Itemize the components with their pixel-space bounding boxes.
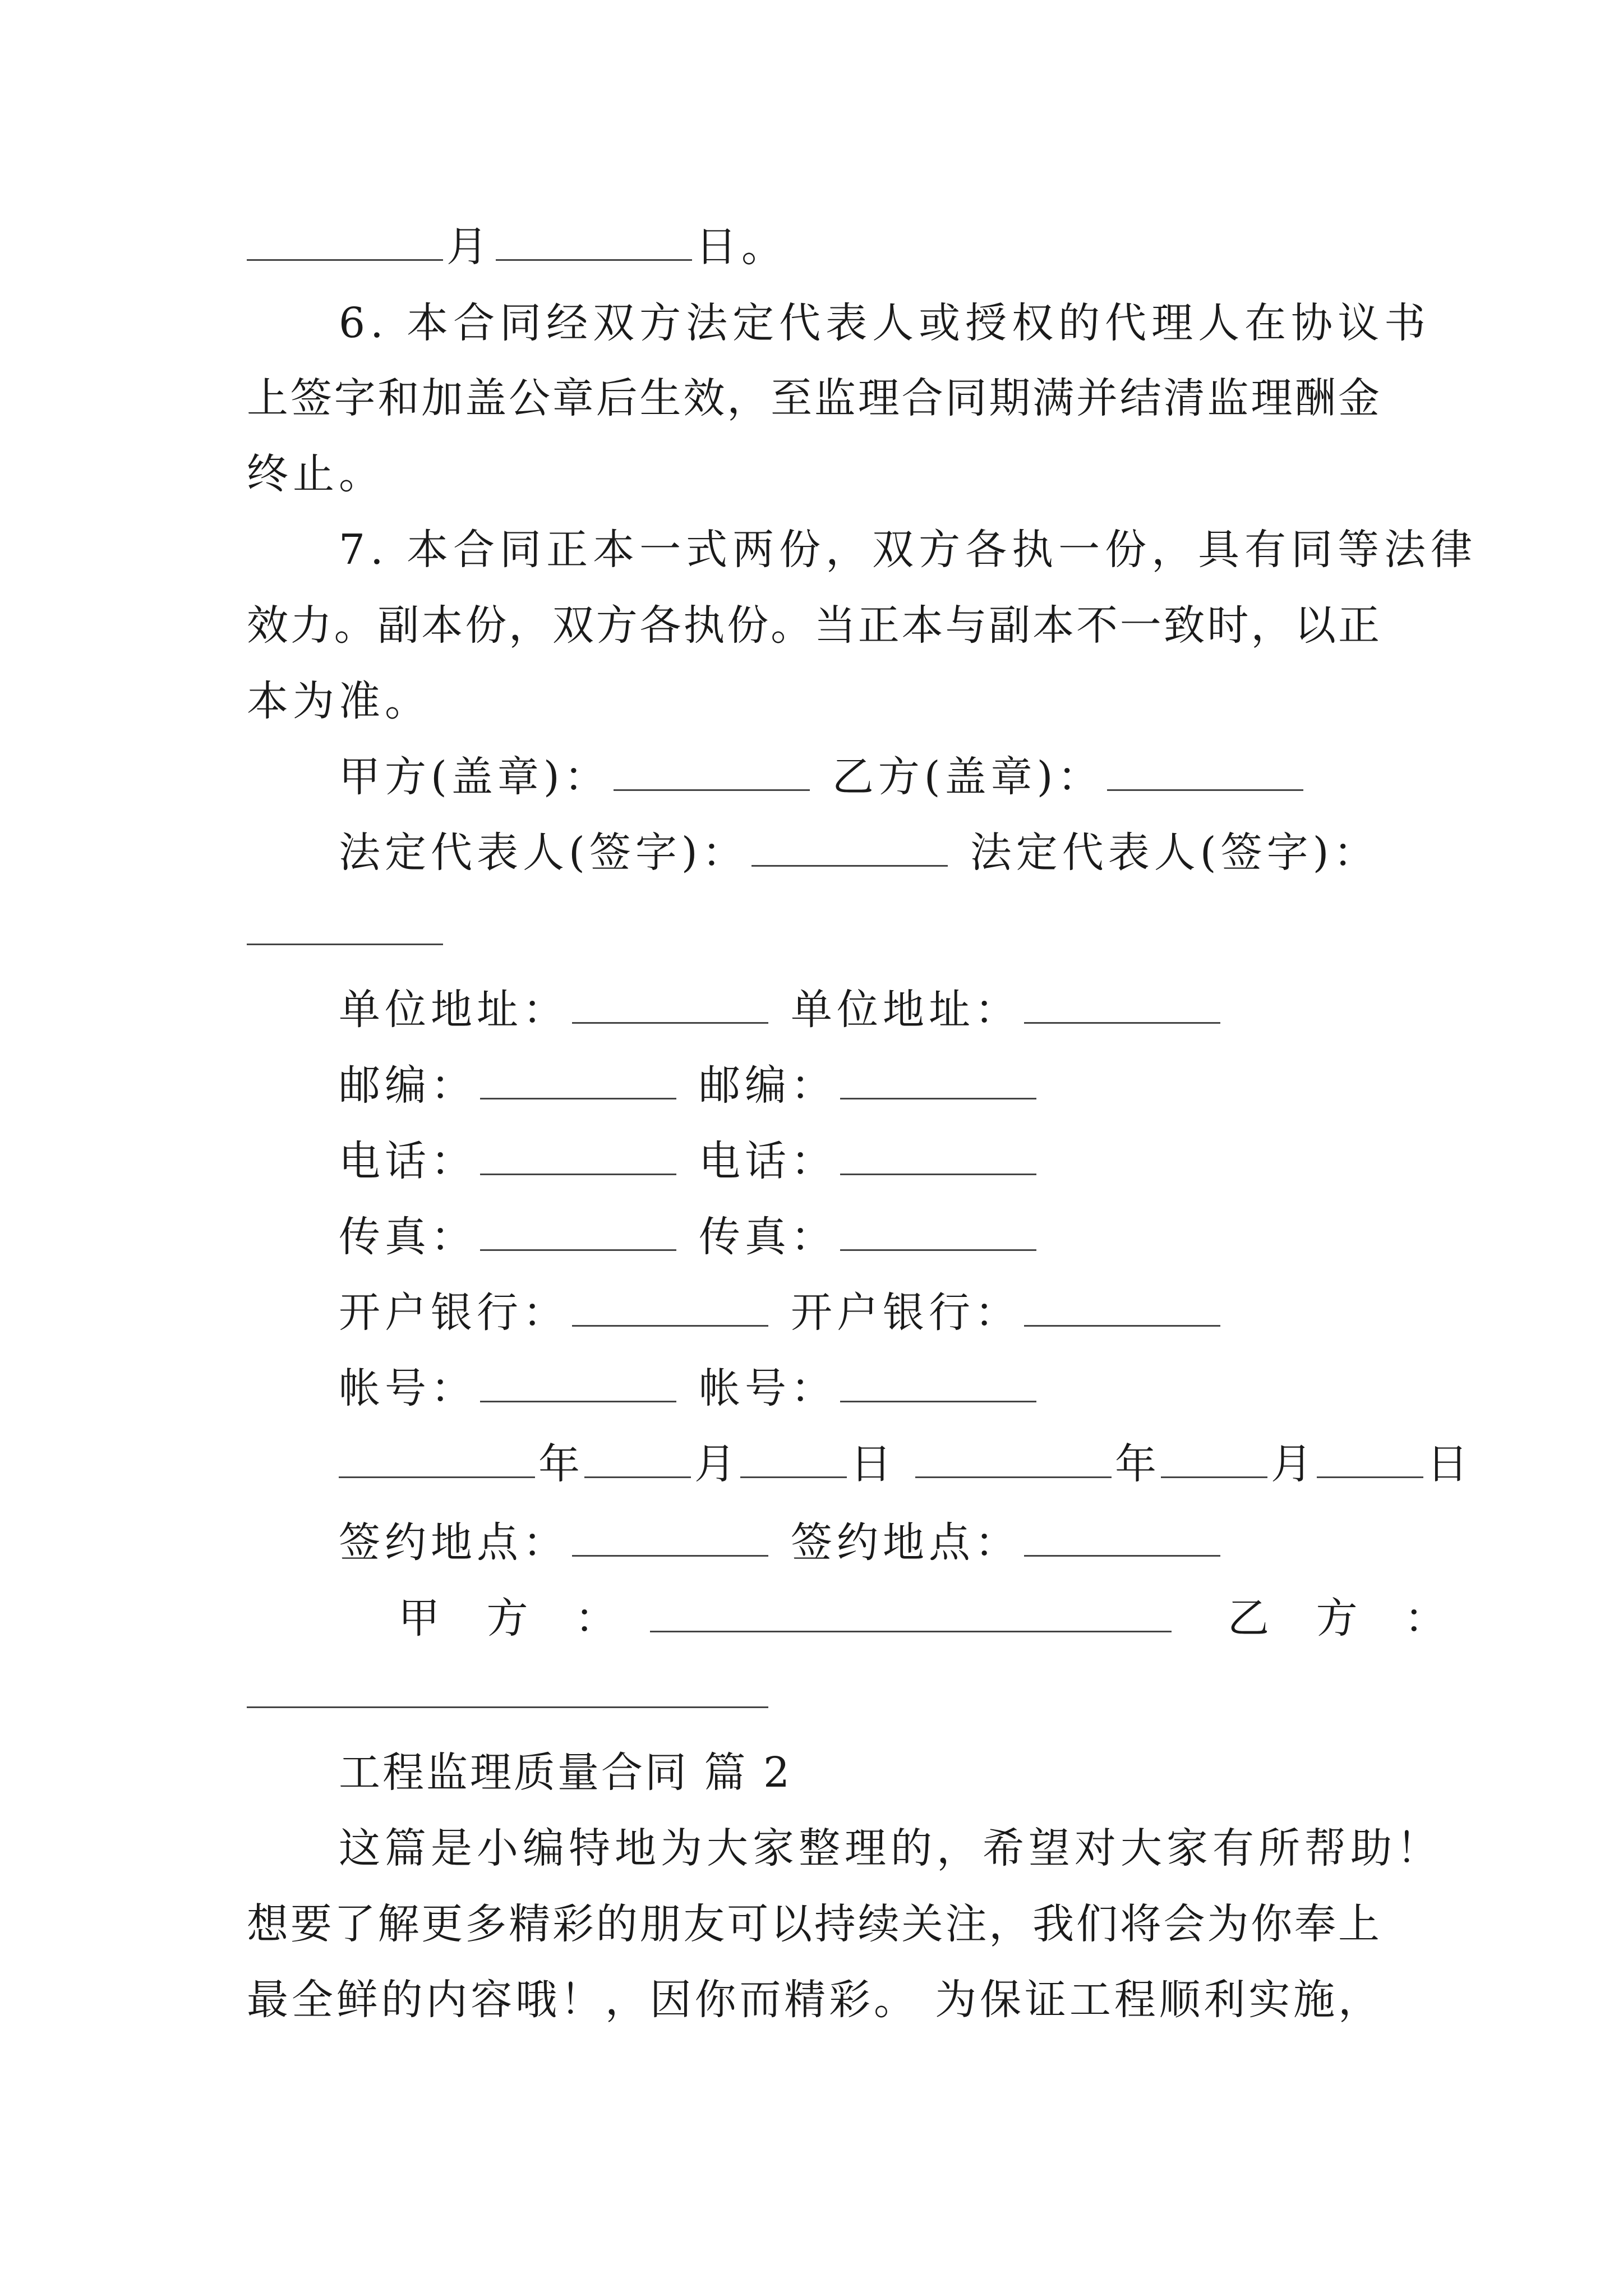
signing-date-line (339, 1436, 1469, 1492)
party-a-month-blank (584, 1442, 691, 1478)
clause-6-line-3: 终止。 (247, 450, 385, 498)
legal-rep-line (339, 825, 1380, 881)
party-b-month-label: 月 (1271, 1440, 1313, 1488)
party-a-postcode-label: 邮编： (339, 1061, 477, 1110)
blank-field (496, 224, 692, 261)
section-2-line-3: 最全鲜的内容哦！，因你而精彩。 为保证工程顺利实施， (247, 1976, 1380, 2024)
party-a-month-label: 月 (694, 1440, 737, 1488)
party-a-day-label: 日 (850, 1440, 893, 1488)
address-line (339, 982, 1224, 1038)
party-a-legal-rep-blank (751, 830, 948, 867)
party-b-fax-label: 传真： (699, 1213, 837, 1261)
party-b-seal-blank (1107, 754, 1303, 791)
party-a-address-label: 单位地址： (339, 986, 569, 1034)
parties-continuation (247, 1666, 772, 1722)
signing-place-line (339, 1515, 1224, 1571)
party-b-account-label: 帐号： (699, 1364, 837, 1412)
party-b-bank-label: 开户银行： (791, 1289, 1021, 1337)
party-a-phone-label: 电话： (339, 1137, 477, 1185)
clause-7-line-1: 7. 本合同正本一式两份，双方各执一份，具有同等法律 (339, 526, 1478, 574)
party-a-seal-blank (614, 754, 810, 791)
party-b-blank (247, 1672, 768, 1708)
party-a-label: 甲 方 ： (398, 1594, 634, 1642)
party-a-postcode-blank (480, 1063, 676, 1099)
party-b-bank-blank (1024, 1290, 1220, 1327)
party-b-year-label: 年 (1115, 1440, 1158, 1488)
party-a-year-blank (339, 1442, 535, 1478)
account-line (339, 1360, 1040, 1416)
party-b-address-label: 单位地址： (791, 986, 1021, 1034)
party-b-month-blank (1161, 1442, 1267, 1478)
day-label: 日。 (695, 223, 787, 271)
postcode-line (339, 1057, 1040, 1114)
bank-line (339, 1285, 1224, 1341)
party-b-legal-rep-blank (247, 909, 443, 945)
party-a-blank (650, 1596, 1172, 1632)
party-a-year-label: 年 (538, 1440, 581, 1488)
party-b-legal-rep-label: 法定代表人(签字)： (970, 829, 1380, 877)
party-b-account-blank (840, 1366, 1036, 1402)
party-a-fax-label: 传真： (339, 1213, 477, 1261)
party-b-day-label: 日 (1427, 1440, 1469, 1488)
fax-line (339, 1209, 1040, 1265)
party-b-postcode-label: 邮编： (699, 1061, 837, 1110)
party-a-phone-blank (480, 1139, 676, 1175)
party-b-year-blank (915, 1442, 1112, 1478)
blank-field (247, 224, 443, 261)
party-b-label: 乙 方 ： (1228, 1594, 1463, 1642)
party-b-day-blank (1317, 1442, 1423, 1478)
party-b-phone-label: 电话： (699, 1137, 837, 1185)
party-b-address-blank (1024, 987, 1220, 1024)
clause-7-line-3: 本为准。 (247, 677, 431, 725)
party-b-place-blank (1024, 1520, 1220, 1557)
party-b-seal-label: 乙方(盖章)： (832, 753, 1104, 801)
phone-line (339, 1133, 1040, 1189)
party-a-place-blank (572, 1520, 768, 1557)
party-a-place-label: 签约地点： (339, 1519, 569, 1567)
parties-line (398, 1590, 1463, 1646)
party-a-day-blank (740, 1442, 847, 1478)
party-a-address-blank (572, 987, 768, 1024)
section-2-heading: 工程监理质量合同 篇 2 (339, 1749, 792, 1797)
section-2-line-1: 这篇是小编特地为大家整理的，希望对大家有所帮助！ (339, 1824, 1442, 1872)
clause-6-line-2: 上签字和加盖公章后生效，至监理合同期满并结清监理酬金 (247, 374, 1380, 422)
clause-6-line-1: 6. 本合同经双方法定代表人或授权的代理人在协议书 (339, 299, 1431, 347)
legal-rep-continuation (247, 903, 446, 959)
month-label: 月 (446, 223, 492, 271)
clause-7-line-2: 效力。副本份，双方各执份。当正本与副本不一致时，以正 (247, 601, 1380, 650)
party-a-bank-label: 开户银行： (339, 1289, 569, 1337)
party-b-phone-blank (840, 1139, 1036, 1175)
party-b-postcode-blank (840, 1063, 1036, 1099)
party-b-fax-blank (840, 1214, 1036, 1251)
seal-line (339, 749, 1307, 805)
party-a-legal-rep-label: 法定代表人(签字)： (339, 829, 748, 877)
party-a-account-label: 帐号： (339, 1364, 477, 1412)
section-2-line-2: 想要了解更多精彩的朋友可以持续关注，我们将会为你奉上 (247, 1900, 1380, 1948)
party-a-seal-label: 甲方(盖章)： (339, 753, 610, 801)
date-fragment-line (247, 219, 787, 275)
party-a-bank-blank (572, 1290, 768, 1327)
party-b-place-label: 签约地点： (791, 1519, 1021, 1567)
party-a-fax-blank (480, 1214, 676, 1251)
party-a-account-blank (480, 1366, 676, 1402)
